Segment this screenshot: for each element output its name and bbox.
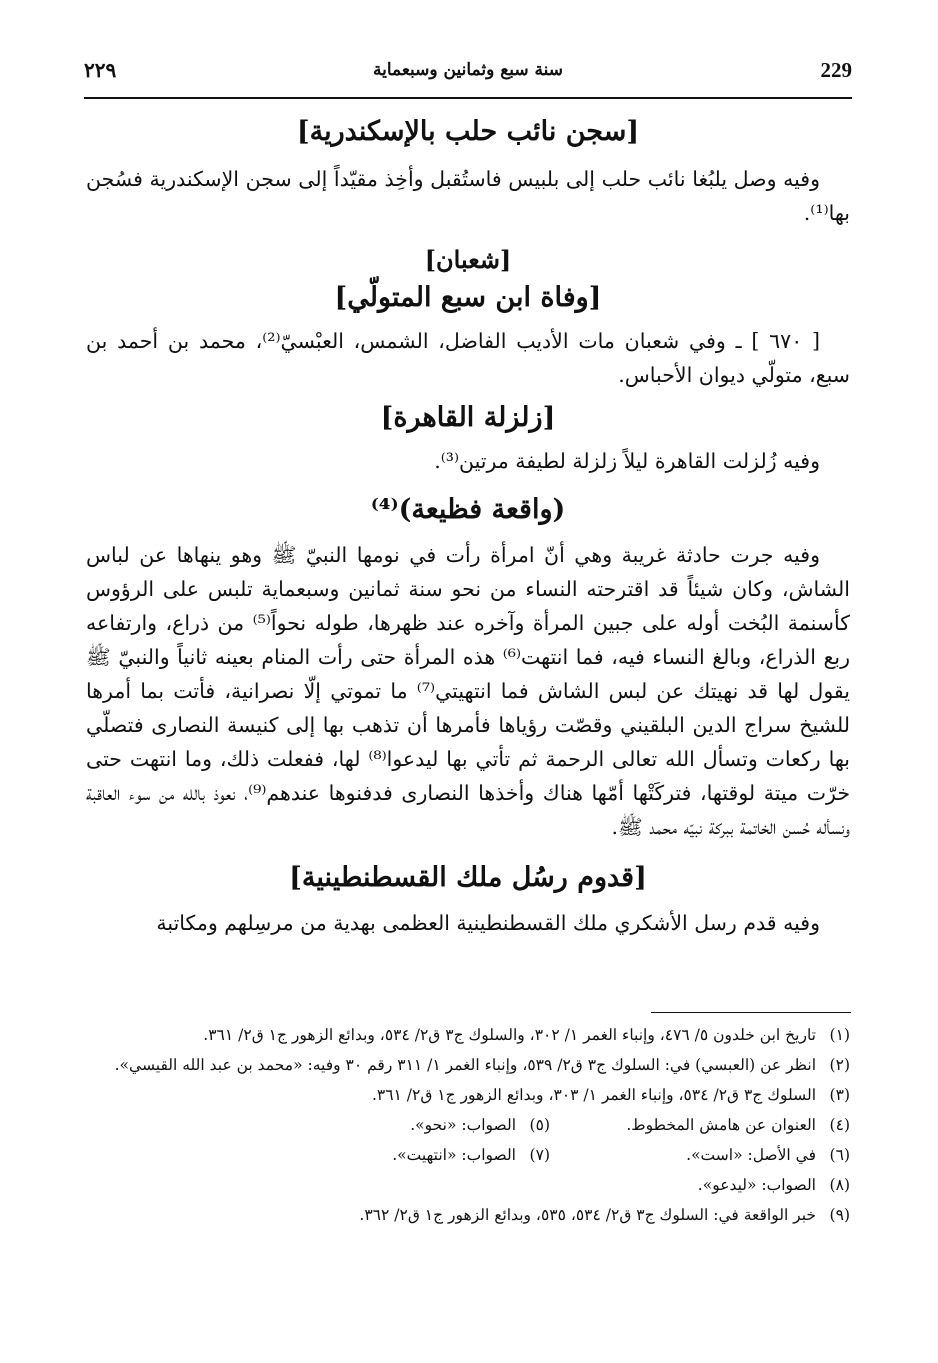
footnote-row-6-7	[82, 1142, 850, 1168]
paragraph-envoys: وفيه قدم رسل الأشكري ملك القسطنطينية العظمى بهدية من مرسِلهم ومكاتبة	[156, 911, 820, 935]
footnote-row-4-5	[82, 1112, 850, 1138]
section-heading-earthquake: [زلزلة القاهرة]	[380, 402, 556, 433]
footnote-number: (٨)	[829, 1176, 850, 1194]
footnote-2	[82, 1052, 850, 1078]
page-number-arabic: ٢٢٩	[84, 58, 117, 82]
footnote-text: السلوك ج٣ ق٢/ ٥٣٤، وإنباء الغمر ١/ ٣٠٣، وبدائع الزهور ج١ ق٢/ ٣٦١.	[371, 1086, 816, 1104]
page-header	[84, 58, 852, 98]
header-rule	[84, 97, 852, 99]
footnote-text: العنوان عن هامش المخطوط.	[626, 1116, 816, 1134]
paragraph-prison: وفيه وصل يلبُغا نائب حلب إلى بلبيس فاستُقبل وأخِذ مقيّداً إلى سجن الإسكندرية فسُجن بها⁽¹⁾.	[86, 167, 850, 225]
paragraph-incident: وفيه جرت حادثة غريبة وهي أنّ امرأة رأت في نومها النبيّ ﷺ وهو ينهاها عن لباس الشاش، وكان شيئاً قد اقترحته النساء من نحو سنة ثمانين وسبعماية تلبس على الرؤوس كأسنمة البُخت أوله على جبين المرأة وآخره عند ظهرها، طوله نحواً⁽⁵⁾ من ذراع، وارتفاعه ربع الذراع، وبالغ النساء فيه، فما انتهت⁽⁶⁾ هذه المرأة حتى رأت المنام بعينه ثانياً والنبيّ ﷺ يقول لها قد نهيتك عن لبس الشاش فما انتهيتي⁽⁷⁾ ما تموتي إلّا نصرانية، فأتت بما أمرها للشيخ سراج الدين البلقيني وقصّت رؤياها فأمرها أن تذهب بها إلى كنيسة النصارى فتصلّي بها ركعات وتسأل الله تعالى الرحمة ثم تأتي بها ليدعوا⁽⁸⁾ لها، ففعلت ذلك، وما انتهت حتى خرّت ميتة لوقتها، فتركَتْها أمّها هناك وأخذها النصارى فدفنوها عندهم⁽⁹⁾، نعوذ بالله من سوء العاقبة ونسأله حُسن الخاتمة ببركة نبيّه محمد ﷺ.	[86, 543, 851, 839]
footnote-4	[550, 1112, 850, 1138]
footnote-text: الصواب: «نحو».	[410, 1116, 516, 1134]
section-heading-incident: (واقعة فظيعة)⁽⁴⁾	[370, 494, 566, 525]
section-heading-envoys: [قدوم رسُل ملك القسطنطينية]	[289, 862, 647, 893]
paragraph-earthquake: وفيه زُلزلت القاهرة ليلاً زلزلة لطيفة مرتين⁽³⁾.	[434, 449, 820, 473]
footnote-number: (٤)	[829, 1116, 850, 1134]
footnotes	[82, 1022, 850, 1228]
footnote-text: انظر عن (العبسي) في: السلوك ج٣ ق٢/ ٥٣٩، وإنباء الغمر ١/ ٣١١ رقم ٣٠ وفيه: «محمد بن عبد الله القيسي».	[114, 1056, 816, 1074]
footnote-number: (١)	[829, 1026, 850, 1044]
footnote-number: (٦)	[829, 1146, 850, 1164]
footnote-number: (٥)	[529, 1116, 550, 1134]
footnote-6	[550, 1142, 850, 1168]
section-heading-prison: [سجن نائب حلب بالإسكندرية]	[296, 116, 640, 147]
footnote-number: (٧)	[529, 1146, 550, 1164]
footnote-1	[82, 1022, 850, 1048]
main-text	[86, 108, 850, 940]
footnote-number: (٣)	[829, 1086, 850, 1104]
footnote-text: خبر الواقعة في: السلوك ج٣ ق٢/ ٥٣٤، ٥٣٥، وبدائع الزهور ج١ ق٢/ ٣٦٢.	[359, 1206, 816, 1224]
running-title: سنة سبع وثمانين وسبعماية	[372, 60, 564, 80]
footnote-3	[82, 1082, 850, 1108]
section-heading-death: [وفاة ابن سبع المتولّي]	[334, 282, 602, 313]
footnote-rule	[651, 1012, 851, 1013]
footnote-9	[82, 1202, 850, 1228]
page-number-latin: 229	[820, 58, 852, 82]
footnote-7	[392, 1142, 550, 1168]
section-heading-shaban: [شعبان]	[424, 245, 512, 274]
footnote-text: تاريخ ابن خلدون ٥/ ٤٧٦، وإنباء الغمر ١/ ٣٠٢، والسلوك ج٣ ق٢/ ٥٣٤، وبدائع الزهور ج١ ق٢/ ٣٦١.	[203, 1026, 816, 1044]
footnote-text: الصواب: «انتهيت».	[392, 1146, 516, 1164]
footnote-8	[82, 1172, 850, 1198]
footnote-number: (٩)	[829, 1206, 850, 1224]
footnote-text: الصواب: «ليدعو».	[697, 1176, 816, 1194]
paragraph-death: [ ٦٧٠ ] ـ وفي شعبان مات الأديب الفاضل، الشمس، العبْسيّ⁽²⁾، محمد بن أحمد بن سبع، متولّي ديوان الأحباس.	[86, 329, 850, 387]
footnote-text: في الأصل: «است».	[686, 1146, 816, 1164]
footnote-5	[410, 1112, 550, 1138]
footnote-number: (٢)	[829, 1056, 850, 1074]
